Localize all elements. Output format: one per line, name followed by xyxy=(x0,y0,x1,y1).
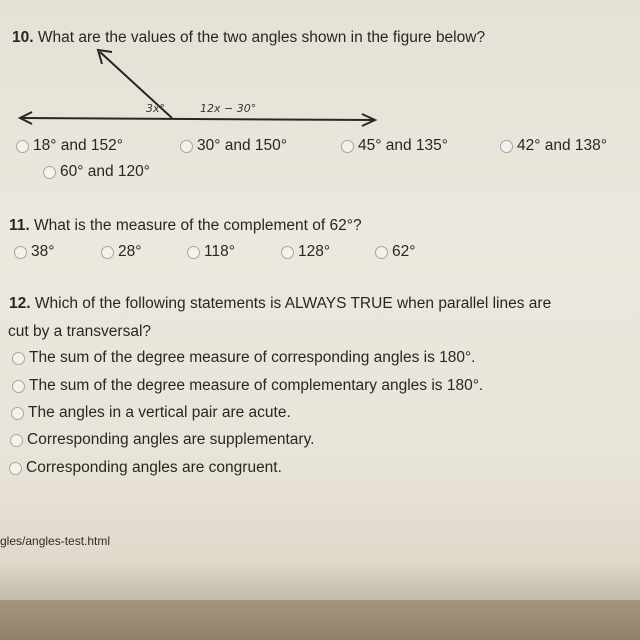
radio-button[interactable] xyxy=(11,407,24,420)
option-label: 42° and 138° xyxy=(517,137,607,154)
question-12-line2: cut by a transversal? xyxy=(8,323,152,340)
question-text: What are the values of the two angles shown in the figure below? xyxy=(37,29,486,46)
option-label: 128° xyxy=(298,243,331,260)
option-label: The angles in a vertical pair are acute. xyxy=(28,404,291,421)
q11-option-d[interactable] xyxy=(281,242,330,262)
radio-button[interactable] xyxy=(14,246,27,259)
q10-option-a[interactable] xyxy=(16,136,123,156)
q12-option-d[interactable] xyxy=(10,430,315,450)
q12-option-a[interactable] xyxy=(12,348,476,368)
option-label: 60° and 120° xyxy=(60,163,150,180)
question-number: 11. xyxy=(9,217,30,234)
question-text: What is the measure of the complement of 62°? xyxy=(34,217,362,234)
horizontal-line xyxy=(22,118,374,120)
option-label: 18° and 152° xyxy=(33,137,123,154)
radio-button[interactable] xyxy=(187,246,200,259)
radio-button[interactable] xyxy=(10,434,23,447)
option-label: The sum of the degree measure of complementary angles is 180°. xyxy=(29,377,484,394)
option-label: The sum of the degree measure of corresponding angles is 180°. xyxy=(29,349,476,366)
radio-button[interactable] xyxy=(500,140,513,153)
option-label: 38° xyxy=(31,243,55,260)
radio-button[interactable] xyxy=(281,246,294,259)
right-angle-label: 12x − 30° xyxy=(200,102,257,115)
page-url-footer: gles/angles-test.html xyxy=(0,534,111,548)
q11-option-b[interactable] xyxy=(101,242,141,262)
q11-option-e[interactable] xyxy=(375,242,415,262)
radio-button[interactable] xyxy=(43,166,56,179)
q10-option-c[interactable] xyxy=(341,136,448,156)
option-label: Corresponding angles are supplementary. xyxy=(27,431,315,448)
option-label: 28° xyxy=(118,243,142,260)
radio-button[interactable] xyxy=(12,380,25,393)
option-label: Corresponding angles are congruent. xyxy=(26,459,282,476)
q11-option-c[interactable] xyxy=(187,242,235,262)
radio-button[interactable] xyxy=(180,140,193,153)
left-angle-label: 3x° xyxy=(146,102,166,115)
radio-button[interactable] xyxy=(341,140,354,153)
question-number: 10. xyxy=(12,29,34,46)
question-number: 12. xyxy=(9,295,31,312)
radio-button[interactable] xyxy=(16,140,29,153)
option-label: 62° xyxy=(392,243,416,260)
photo-shadow xyxy=(0,560,640,640)
question-text-line1: Which of the following statements is ALWAYS TRUE when parallel lines are xyxy=(34,295,552,312)
option-label: 30° and 150° xyxy=(197,137,287,154)
radio-button[interactable] xyxy=(375,246,388,259)
question-12 xyxy=(9,294,551,314)
q12-option-c[interactable] xyxy=(11,403,291,423)
option-label: 118° xyxy=(204,243,235,260)
q10-option-d[interactable] xyxy=(500,136,607,156)
q12-option-e[interactable] xyxy=(9,458,282,478)
radio-button[interactable] xyxy=(9,462,22,475)
radio-button[interactable] xyxy=(12,352,25,365)
radio-button[interactable] xyxy=(101,246,114,259)
question-11 xyxy=(9,216,362,236)
q12-option-b[interactable] xyxy=(12,376,483,396)
q11-option-a[interactable] xyxy=(14,242,54,262)
option-label: 45° and 135° xyxy=(358,137,448,154)
q10-option-e[interactable] xyxy=(43,162,150,182)
q10-option-b[interactable] xyxy=(180,136,287,156)
